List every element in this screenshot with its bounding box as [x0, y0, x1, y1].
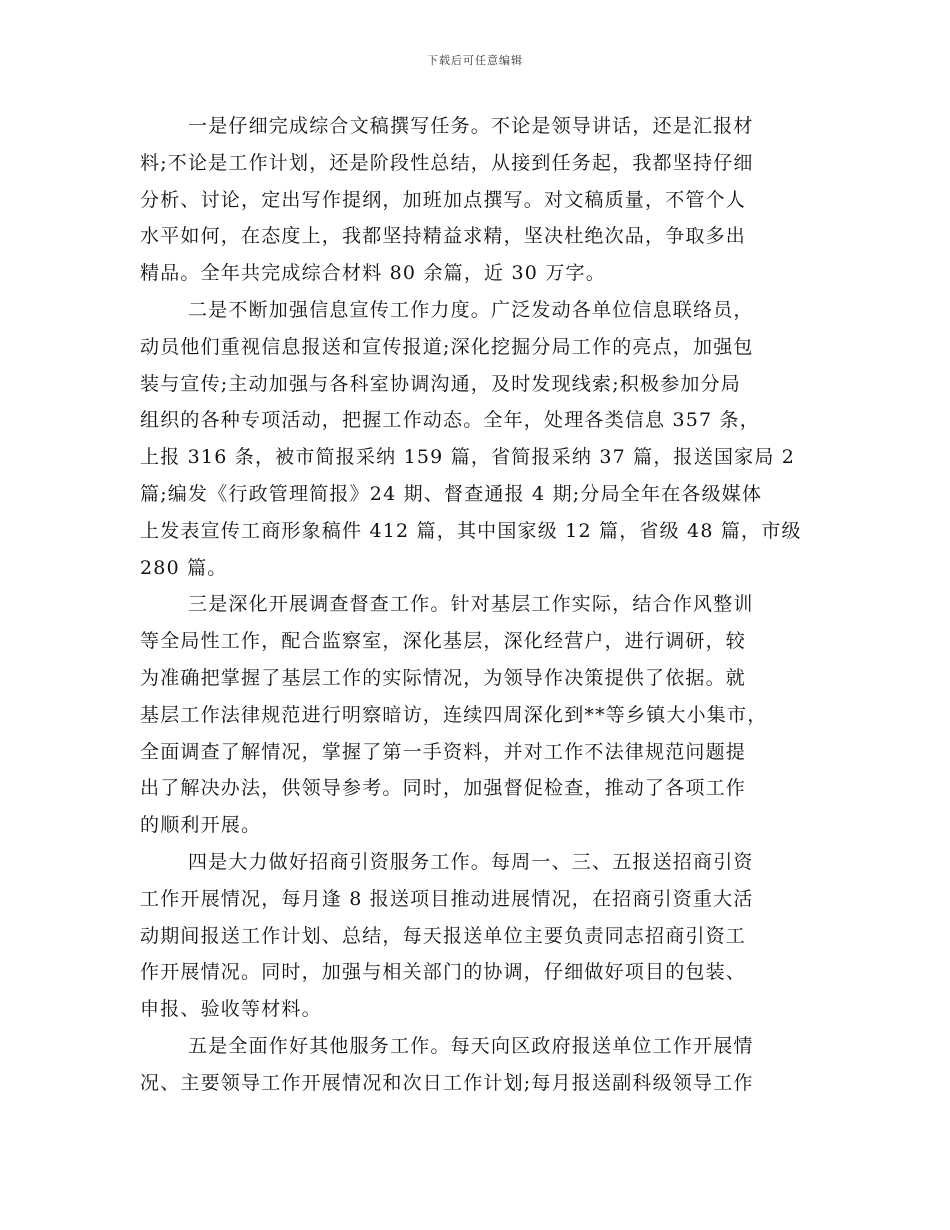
text-line: 作开展情况。同时，加强与相关部门的协调，仔细做好项目的包装、 — [140, 961, 747, 984]
text-line: 等全局性工作，配合监察室，深化基层，深化经营户，进行调研，较 — [140, 630, 747, 653]
text-line: 三是深化开展调查督查工作。针对基层工作实际，结合作风整训 — [188, 593, 754, 616]
text-line: 一是仔细完成综合文稿撰写任务。不论是领导讲话，还是汇报材 — [188, 115, 754, 137]
text-line: 动员他们重视信息报送和宣传报道;深化挖掘分局工作的亮点，加强包 — [140, 335, 754, 358]
text-line: 篇;编发《行政管理简报》24 期、督查通报 4 期;分局全年在各级媒体 — [140, 482, 763, 505]
document-body — [140, 108, 810, 1102]
text-line: 二是不断加强信息宣传工作力度。广泛发动各单位信息联络员， — [188, 298, 754, 321]
text-line: 上发表宣传工商形象稿件 412 篇，其中国家级 12 篇，省级 48 篇，市级 — [140, 519, 802, 542]
text-line: 组织的各种专项活动，把握工作动态。全年，处理各类信息 357 条， — [140, 409, 760, 432]
text-line: 的顺利开展。 — [140, 814, 262, 837]
text-line: 精品。全年共完成综合材料 80 余篇，近 30 万字。 — [140, 262, 606, 285]
text-line: 出了解决办法，供领导参考。同时，加强督促检查，推动了各项工作 — [140, 777, 747, 800]
text-line: 料;不论是工作计划，还是阶段性总结，从接到任务起，我都坚持仔细 — [140, 151, 754, 174]
text-line: 申报、验收等材料。 — [140, 998, 322, 1021]
text-line: 分析、讨论，定出写作提纲，加班加点撰写。对文稿质量，不管个人 — [140, 188, 747, 211]
page-header: 下载后可任意编辑 — [427, 54, 523, 67]
text-line: 动期间报送工作计划、总结，每天报送单位主要负责同志招商引资工 — [140, 924, 747, 947]
text-line: 水平如何，在态度上，我都坚持精益求精，坚决杜绝次品，争取多出 — [140, 225, 747, 248]
text-line: 为准确把掌握了基层工作的实际情况，为领导作决策提供了依据。就 — [140, 666, 747, 689]
text-line: 280 篇。 — [140, 556, 228, 579]
text-line: 四是大力做好招商引资服务工作。每周一、三、五报送招商引资 — [188, 850, 754, 873]
text-line: 全面调查了解情况，掌握了第一手资料，并对工作不法律规范问题提 — [140, 740, 747, 763]
text-line: 装与宣传;主动加强与各科室协调沟通，及时发现线索;积极参加分局 — [140, 372, 742, 395]
text-line: 上报 316 条，被市简报采纳 159 篇，省简报采纳 37 篇，报送国家局 2 — [140, 446, 796, 469]
text-line: 况、主要领导工作开展情况和次日工作计划;每月报送副科级领导工作 — [140, 1071, 754, 1094]
text-line: 工作开展情况，每月逢 8 报送项目推动进展情况，在招商引资重大活 — [140, 887, 754, 910]
text-line: 五是全面作好其他服务工作。每天向区政府报送单位工作开展情 — [188, 1034, 754, 1057]
text-line: 基层工作法律规范进行明察暗访，连续四周深化到**等乡镇大小集市， — [140, 703, 768, 726]
